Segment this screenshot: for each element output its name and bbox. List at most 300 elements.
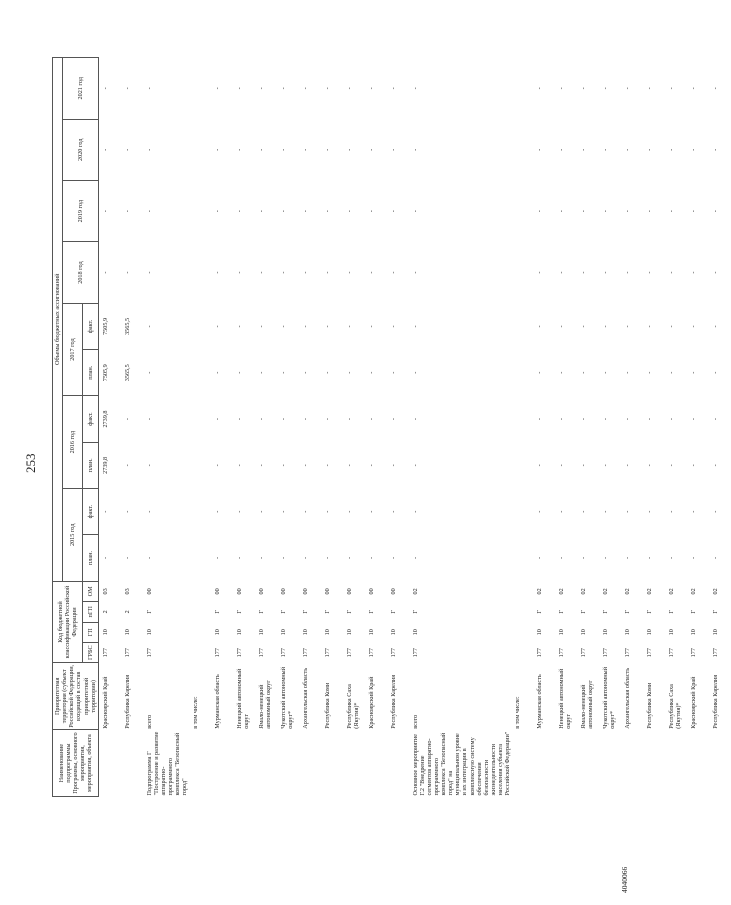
cell-f2015: -: [624, 510, 632, 513]
cell-p2017: -: [624, 371, 632, 374]
cell-f2017: -: [646, 325, 654, 328]
cell-pgp: Г: [690, 610, 698, 614]
cell-y2018: -: [668, 271, 676, 274]
cell-territory: Красноярский Край: [367, 676, 375, 729]
cell-grbs: 177: [558, 648, 566, 658]
table-row: [255, 58, 277, 797]
cell-y2018: -: [646, 271, 654, 274]
cell-name: [643, 730, 665, 797]
cell-territory: Республика Карелия: [712, 674, 720, 729]
cell-y2019: -: [602, 210, 610, 213]
cell-p2015: -: [235, 556, 243, 559]
cell-p2017: -: [145, 371, 153, 374]
cell-y2019: -: [123, 210, 131, 213]
cell-gp: 10: [668, 629, 676, 636]
cell-om: 02: [668, 588, 676, 595]
cell-grbs: 177: [257, 648, 265, 658]
table-row: [321, 58, 343, 797]
cell-territory: в том числе:: [514, 696, 522, 729]
cell-territory: Республика Карелия: [389, 674, 397, 729]
cell-p2016: -: [690, 464, 698, 467]
cell-f2015: [511, 489, 533, 535]
cell-p2015: -: [389, 556, 397, 559]
cell-p2017: -: [301, 371, 309, 374]
cell-f2016: -: [345, 418, 353, 421]
cell-f2015: -: [536, 510, 544, 513]
cell-gp: 10: [367, 629, 375, 636]
cell-om: 00: [213, 588, 221, 595]
cell-gp: 10: [123, 629, 131, 636]
cell-y2021: -: [690, 87, 698, 90]
cell-f2017: -: [712, 325, 720, 328]
cell-p2017: [511, 350, 533, 396]
table-row: [189, 58, 211, 797]
cell-territory: Мурманская область: [213, 674, 221, 729]
cell-pgp: [189, 602, 211, 622]
cell-y2019: -: [301, 210, 309, 213]
cell-y2020: -: [646, 148, 654, 151]
cell-f2016: -: [123, 418, 131, 421]
cell-om: 03: [101, 588, 109, 595]
cell-y2018: -: [257, 271, 265, 274]
cell-y2018: -: [602, 271, 610, 274]
cell-f2015: -: [668, 510, 676, 513]
cell-y2018: -: [536, 271, 544, 274]
header-2020: 2020 год: [63, 119, 99, 180]
cell-y2021: -: [279, 87, 287, 90]
cell-p2017: [189, 350, 211, 396]
cell-f2017: -: [213, 325, 221, 328]
cell-gp: 10: [345, 629, 353, 636]
cell-pgp: Г: [145, 610, 153, 614]
table-row: [409, 58, 512, 797]
cell-f2015: -: [257, 510, 265, 513]
cell-f2016: -: [235, 418, 243, 421]
cell-om: 02: [411, 588, 419, 595]
cell-gp: 10: [712, 629, 720, 636]
cell-p2017: -: [389, 371, 397, 374]
cell-y2021: -: [345, 87, 353, 90]
cell-pgp: Г: [235, 610, 243, 614]
cell-y2019: -: [646, 210, 654, 213]
cell-f2015: [189, 489, 211, 535]
header-name: Наименование подпрограммы Программы, основного мероприятия, мероприятия, объекта: [53, 730, 99, 797]
cell-gp: 10: [558, 629, 566, 636]
cell-f2016: -: [389, 418, 397, 421]
cell-f2017: -: [690, 325, 698, 328]
cell-f2016: -: [624, 418, 632, 421]
cell-y2018: -: [301, 271, 309, 274]
cell-grbs: 177: [411, 648, 419, 658]
cell-f2016: -: [411, 418, 419, 421]
table-row: [665, 58, 687, 797]
cell-om: 00: [367, 588, 375, 595]
cell-f2015: -: [558, 510, 566, 513]
cell-territory: Ненецкий автономный округ: [235, 668, 250, 729]
cell-p2017: 7505,9: [101, 364, 109, 382]
cell-y2018: -: [389, 271, 397, 274]
cell-gp: 10: [536, 629, 544, 636]
cell-y2020: -: [101, 148, 109, 151]
cell-y2021: -: [536, 87, 544, 90]
cell-f2016: -: [257, 418, 265, 421]
header-2015: 2015 год: [63, 489, 83, 582]
cell-p2016: -: [536, 464, 544, 467]
cell-gp: 10: [235, 629, 243, 636]
table-row: [555, 58, 577, 797]
cell-territory: Республика Саха (Якутия)*: [345, 684, 360, 729]
cell-y2019: -: [624, 210, 632, 213]
cell-y2018: -: [213, 271, 221, 274]
cell-name: [98, 730, 121, 797]
cell-f2015: -: [411, 510, 419, 513]
cell-om: [511, 581, 533, 601]
cell-pgp: Г: [345, 610, 353, 614]
cell-y2021: -: [301, 87, 309, 90]
cell-f2016: 2739,8: [101, 410, 109, 428]
cell-y2018: -: [345, 271, 353, 274]
table-row: [343, 58, 365, 797]
cell-y2019: -: [690, 210, 698, 213]
cell-f2015: -: [712, 510, 720, 513]
cell-f2015: -: [690, 510, 698, 513]
cell-p2017: -: [712, 371, 720, 374]
cell-grbs: 177: [602, 648, 610, 658]
page-number: 253: [23, 453, 38, 473]
cell-y2019: -: [279, 210, 287, 213]
cell-y2018: -: [367, 271, 375, 274]
cell-y2019: -: [101, 210, 109, 213]
cell-p2017: -: [213, 371, 221, 374]
cell-territory: Мурманская область: [536, 674, 544, 729]
cell-f2017: -: [602, 325, 610, 328]
cell-y2020: -: [235, 148, 243, 151]
cell-p2016: -: [558, 464, 566, 467]
cell-p2015: -: [279, 556, 287, 559]
cell-y2019: -: [213, 210, 221, 213]
cell-name: [511, 730, 533, 797]
cell-p2015: -: [323, 556, 331, 559]
budget-table: [52, 57, 731, 797]
cell-y2020: -: [123, 148, 131, 151]
cell-f2016: [511, 396, 533, 442]
cell-p2017: -: [345, 371, 353, 374]
cell-y2020: -: [668, 148, 676, 151]
cell-f2015: -: [235, 510, 243, 513]
cell-y2020: -: [411, 148, 419, 151]
cell-pgp: Г: [580, 610, 588, 614]
cell-p2017: -: [646, 371, 654, 374]
cell-y2020: -: [558, 148, 566, 151]
cell-f2016: -: [668, 418, 676, 421]
cell-grbs: 177: [367, 648, 375, 658]
cell-y2019: -: [712, 210, 720, 213]
cell-y2021: -: [558, 87, 566, 90]
header-2021: 2021 год: [63, 58, 99, 120]
cell-y2021: -: [323, 87, 331, 90]
cell-y2019: -: [536, 210, 544, 213]
cell-y2020: -: [712, 148, 720, 151]
cell-y2020: -: [602, 148, 610, 151]
cell-grbs: 177: [123, 648, 131, 658]
cell-om: 02: [580, 588, 588, 595]
table-row: [299, 58, 321, 797]
cell-p2016: [511, 442, 533, 488]
cell-f2017: -: [323, 325, 331, 328]
cell-p2016: -: [145, 464, 153, 467]
cell-f2017: [189, 303, 211, 349]
table-row: [277, 58, 299, 797]
cell-y2018: -: [411, 271, 419, 274]
cell-p2015: -: [213, 556, 221, 559]
cell-p2016: -: [235, 464, 243, 467]
cell-y2018: -: [558, 271, 566, 274]
cell-f2015: -: [602, 510, 610, 513]
cell-y2020: -: [213, 148, 221, 151]
cell-pgp: Г: [712, 610, 720, 614]
cell-name: [277, 730, 299, 797]
cell-om: 00: [345, 588, 353, 595]
cell-name: [621, 730, 643, 797]
cell-y2019: -: [558, 210, 566, 213]
cell-p2017: -: [235, 371, 243, 374]
cell-p2016: -: [602, 464, 610, 467]
cell-p2016: [189, 442, 211, 488]
cell-om: 02: [712, 588, 720, 595]
cell-p2015: -: [301, 556, 309, 559]
cell-gp: 10: [646, 629, 654, 636]
table-row: [121, 58, 143, 797]
cell-f2016: -: [646, 418, 654, 421]
cell-p2015: -: [690, 556, 698, 559]
cell-p2016: -: [712, 464, 720, 467]
cell-y2018: [189, 242, 211, 303]
cell-y2018: [511, 242, 533, 303]
cell-name: [577, 730, 599, 797]
cell-y2020: -: [301, 148, 309, 151]
cell-om: 00: [323, 588, 331, 595]
cell-grbs: 177: [712, 648, 720, 658]
cell-territory: всего: [145, 714, 153, 729]
document-id: 4040066: [620, 866, 629, 893]
cell-p2015: -: [624, 556, 632, 559]
cell-p2015: -: [145, 556, 153, 559]
cell-y2021: -: [712, 87, 720, 90]
cell-name: [599, 730, 621, 797]
cell-gp: [189, 622, 211, 642]
cell-p2017: -: [279, 371, 287, 374]
cell-f2017: -: [345, 325, 353, 328]
cell-y2019: -: [367, 210, 375, 213]
cell-y2021: -: [602, 87, 610, 90]
cell-p2016: -: [389, 464, 397, 467]
table-row: [387, 58, 409, 797]
cell-om: 00: [301, 588, 309, 595]
table-row: [577, 58, 599, 797]
header-2019: 2019 год: [63, 180, 99, 241]
cell-om: 00: [257, 588, 265, 595]
header-territory: Приоритетная территория (субъект Российской Федерации, входящий в состав приоритетной территории): [54, 664, 97, 728]
cell-y2021: -: [411, 87, 419, 90]
table-row: [365, 58, 387, 797]
cell-f2016: -: [536, 418, 544, 421]
cell-y2021: -: [580, 87, 588, 90]
cell-grbs: 177: [690, 648, 698, 658]
cell-f2017: -: [536, 325, 544, 328]
cell-om: 02: [690, 588, 698, 595]
cell-y2019: [189, 180, 211, 241]
cell-y2018: -: [580, 271, 588, 274]
cell-f2017: -: [145, 325, 153, 328]
cell-f2017: -: [411, 325, 419, 328]
cell-om: 02: [624, 588, 632, 595]
cell-p2017: -: [690, 371, 698, 374]
cell-f2015: -: [145, 510, 153, 513]
cell-f2016: -: [712, 418, 720, 421]
cell-pgp: Г: [257, 610, 265, 614]
cell-y2020: -: [145, 148, 153, 151]
cell-pgp: 2: [123, 610, 131, 614]
cell-y2018: -: [624, 271, 632, 274]
cell-territory: Республика Карелия: [123, 674, 131, 729]
table-row: [233, 58, 255, 797]
cell-p2016: -: [323, 464, 331, 467]
cell-gp: 10: [101, 629, 109, 636]
cell-f2016: -: [213, 418, 221, 421]
cell-om: 00: [145, 588, 153, 595]
header-code-group: Код бюджетной классификации Российской Федерации: [53, 581, 83, 663]
cell-y2021: -: [367, 87, 375, 90]
cell-y2019: -: [345, 210, 353, 213]
cell-pgp: Г: [624, 610, 632, 614]
cell-om: 03: [123, 588, 131, 595]
cell-f2017: -: [257, 325, 265, 328]
table-header: [53, 58, 99, 797]
cell-name: [233, 730, 255, 797]
cell-y2018: -: [690, 271, 698, 274]
table-row: [709, 58, 731, 797]
cell-y2020: -: [536, 148, 544, 151]
cell-name: Основное мероприятие Г.2 "Внедрение сегментов аппаратно-программного комплекса "Безопасный город" на муниципальном уровне и их интеграция в комплексную систему обеспечения безопасности жизнедеятельности населения субъекта Российской Федерации": [411, 731, 512, 796]
cell-gp: 10: [145, 629, 153, 636]
cell-y2021: -: [668, 87, 676, 90]
cell-p2015: [511, 535, 533, 581]
cell-pgp: Г: [213, 610, 221, 614]
cell-name: [555, 730, 577, 797]
cell-y2020: -: [279, 148, 287, 151]
cell-f2015: -: [101, 510, 109, 513]
cell-grbs: 177: [101, 648, 109, 658]
cell-y2018: -: [323, 271, 331, 274]
cell-p2017: 3565,5: [123, 364, 131, 382]
cell-p2016: -: [257, 464, 265, 467]
cell-y2020: -: [345, 148, 353, 151]
table-row: [643, 58, 665, 797]
cell-gp: 10: [301, 629, 309, 636]
cell-p2017: -: [558, 371, 566, 374]
cell-y2018: -: [235, 271, 243, 274]
cell-pgp: Г: [668, 610, 676, 614]
cell-y2018: -: [712, 271, 720, 274]
cell-om: 00: [279, 588, 287, 595]
cell-p2015: -: [580, 556, 588, 559]
cell-f2015: -: [213, 510, 221, 513]
cell-territory: Чукотский автономный округ*: [279, 666, 294, 729]
header-2017: 2017 год: [63, 303, 83, 396]
table-row: [98, 58, 121, 797]
cell-f2016: -: [367, 418, 375, 421]
cell-y2021: -: [101, 87, 109, 90]
cell-p2016: -: [213, 464, 221, 467]
cell-y2021: -: [123, 87, 131, 90]
cell-p2017: -: [668, 371, 676, 374]
cell-f2015: -: [301, 510, 309, 513]
table-row: [211, 58, 233, 797]
cell-name: [121, 730, 143, 797]
cell-grbs: 177: [536, 648, 544, 658]
cell-p2017: -: [257, 371, 265, 374]
header-grbs: ГРБС: [83, 642, 99, 662]
cell-pgp: Г: [323, 610, 331, 614]
cell-pgp: Г: [558, 610, 566, 614]
header-plan-2016: план.: [83, 442, 99, 488]
cell-f2016: -: [145, 418, 153, 421]
cell-p2016: -: [624, 464, 632, 467]
cell-f2016: -: [580, 418, 588, 421]
cell-f2015: -: [389, 510, 397, 513]
cell-p2016: -: [367, 464, 375, 467]
cell-p2015: -: [101, 556, 109, 559]
cell-p2015: -: [367, 556, 375, 559]
cell-p2017: -: [602, 371, 610, 374]
cell-y2021: -: [213, 87, 221, 90]
cell-pgp: Г: [389, 610, 397, 614]
cell-p2015: -: [123, 556, 131, 559]
cell-grbs: 177: [646, 648, 654, 658]
cell-territory: в том числе:: [191, 696, 199, 729]
cell-y2020: -: [323, 148, 331, 151]
cell-gp: 10: [213, 629, 221, 636]
cell-f2016: -: [323, 418, 331, 421]
cell-p2016: -: [279, 464, 287, 467]
cell-pgp: [511, 602, 533, 622]
header-gp: ГП: [83, 622, 99, 642]
cell-territory: Республика Коми: [323, 682, 331, 729]
cell-name: [387, 730, 409, 797]
cell-name: [365, 730, 387, 797]
cell-gp: 10: [690, 629, 698, 636]
cell-om: 00: [389, 588, 397, 595]
cell-y2018: -: [123, 271, 131, 274]
cell-y2019: [511, 180, 533, 241]
cell-name: [211, 730, 233, 797]
cell-y2018: -: [145, 271, 153, 274]
cell-p2015: -: [257, 556, 265, 559]
cell-f2017: [511, 303, 533, 349]
cell-f2015: -: [279, 510, 287, 513]
cell-p2017: -: [323, 371, 331, 374]
cell-territory: Республика Саха (Якутия)*: [668, 684, 683, 729]
cell-territory: Ненецкий автономный округ: [558, 668, 573, 729]
cell-grbs: [511, 642, 533, 662]
cell-territory: Ямало-ненецкий автономный округ: [257, 680, 272, 729]
header-plan-2015: план.: [83, 535, 99, 581]
cell-p2016: -: [646, 464, 654, 467]
cell-pgp: Г: [301, 610, 309, 614]
cell-y2020: -: [580, 148, 588, 151]
cell-grbs: 177: [389, 648, 397, 658]
cell-p2017: -: [411, 371, 419, 374]
